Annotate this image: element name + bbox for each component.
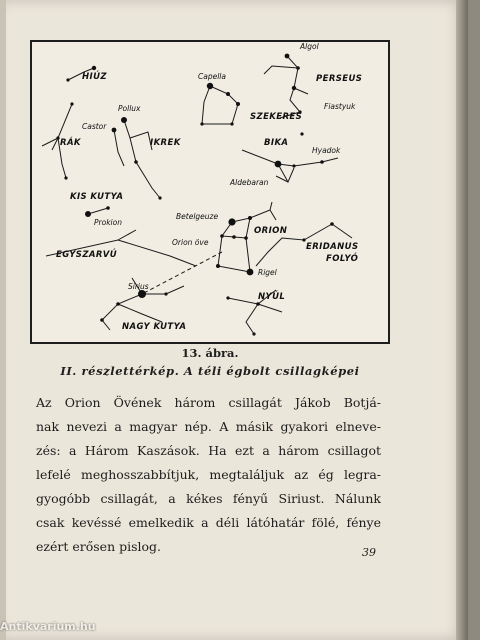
body-line: ezért erősen pislog. xyxy=(36,539,161,554)
figure-number: 13. ábra. xyxy=(181,346,239,360)
page-edge xyxy=(456,0,468,640)
label-rak: RÁK xyxy=(60,138,81,148)
page-number: 39 xyxy=(362,546,376,559)
label-capella: Capella xyxy=(198,72,226,81)
body-line: lefelé meghosszabbítjuk, megtaláljuk az ég legra- xyxy=(36,467,381,482)
label-castor: Castor xyxy=(82,122,107,131)
label-pollux: Pollux xyxy=(118,104,141,113)
label-algol: Algol xyxy=(300,42,319,51)
star-map xyxy=(30,40,390,344)
label-kis-kutya: KIS KUTYA xyxy=(70,192,124,202)
label-betelgeuze: Betelgeuze xyxy=(176,212,219,221)
figure-title: II. részlettérkép. A téli égbolt csillagképei xyxy=(60,364,360,378)
label-orion: ORION xyxy=(254,226,288,236)
label-hiuz: HIÚZ xyxy=(82,72,107,82)
label-szekeres: SZEKERES xyxy=(250,112,303,122)
label-ikrek: IKREK xyxy=(150,138,181,148)
body-line: gyogóbb csillagát, a kékes fényű Siriust. Nálunk xyxy=(36,491,381,506)
label-aldebaran: Aldebaran xyxy=(230,178,269,187)
label-perseus: PERSEUS xyxy=(316,74,363,84)
label-nyul: NYÚL xyxy=(258,292,286,302)
label-eridanus: ERIDANUS xyxy=(306,242,359,252)
label-folyo: FOLYÓ xyxy=(326,254,359,264)
label-egyszarvu: EGYSZARVÚ xyxy=(56,250,118,260)
body-line: csak kevéssé emelkedik a déli látóhatár fölé, fénye xyxy=(36,515,381,530)
label-bika: BIKA xyxy=(264,138,289,148)
label-rigel: Rigel xyxy=(258,268,277,277)
label-orion-ove: Orion öve xyxy=(172,238,209,247)
body-line: zés: a Három Kaszások. Ha ezt a három csillagot xyxy=(36,443,381,458)
label-sirius: Sirius xyxy=(128,282,149,291)
label-prokion: Prokion xyxy=(94,218,122,227)
body-line: Az Orion Övének három csillagát Jákob Botjá- xyxy=(36,395,381,410)
body-line: nak nevezi a magyar nép. A másik gyakori elneve- xyxy=(36,419,381,434)
body-paragraph xyxy=(36,391,381,559)
label-fiastyuk: Fiastyuk xyxy=(324,102,356,111)
watermark: Antikvarium.hu xyxy=(0,620,96,633)
label-nagy-kutya: NAGY KUTYA xyxy=(122,322,187,332)
label-hyadok: Hyadok xyxy=(312,146,341,155)
